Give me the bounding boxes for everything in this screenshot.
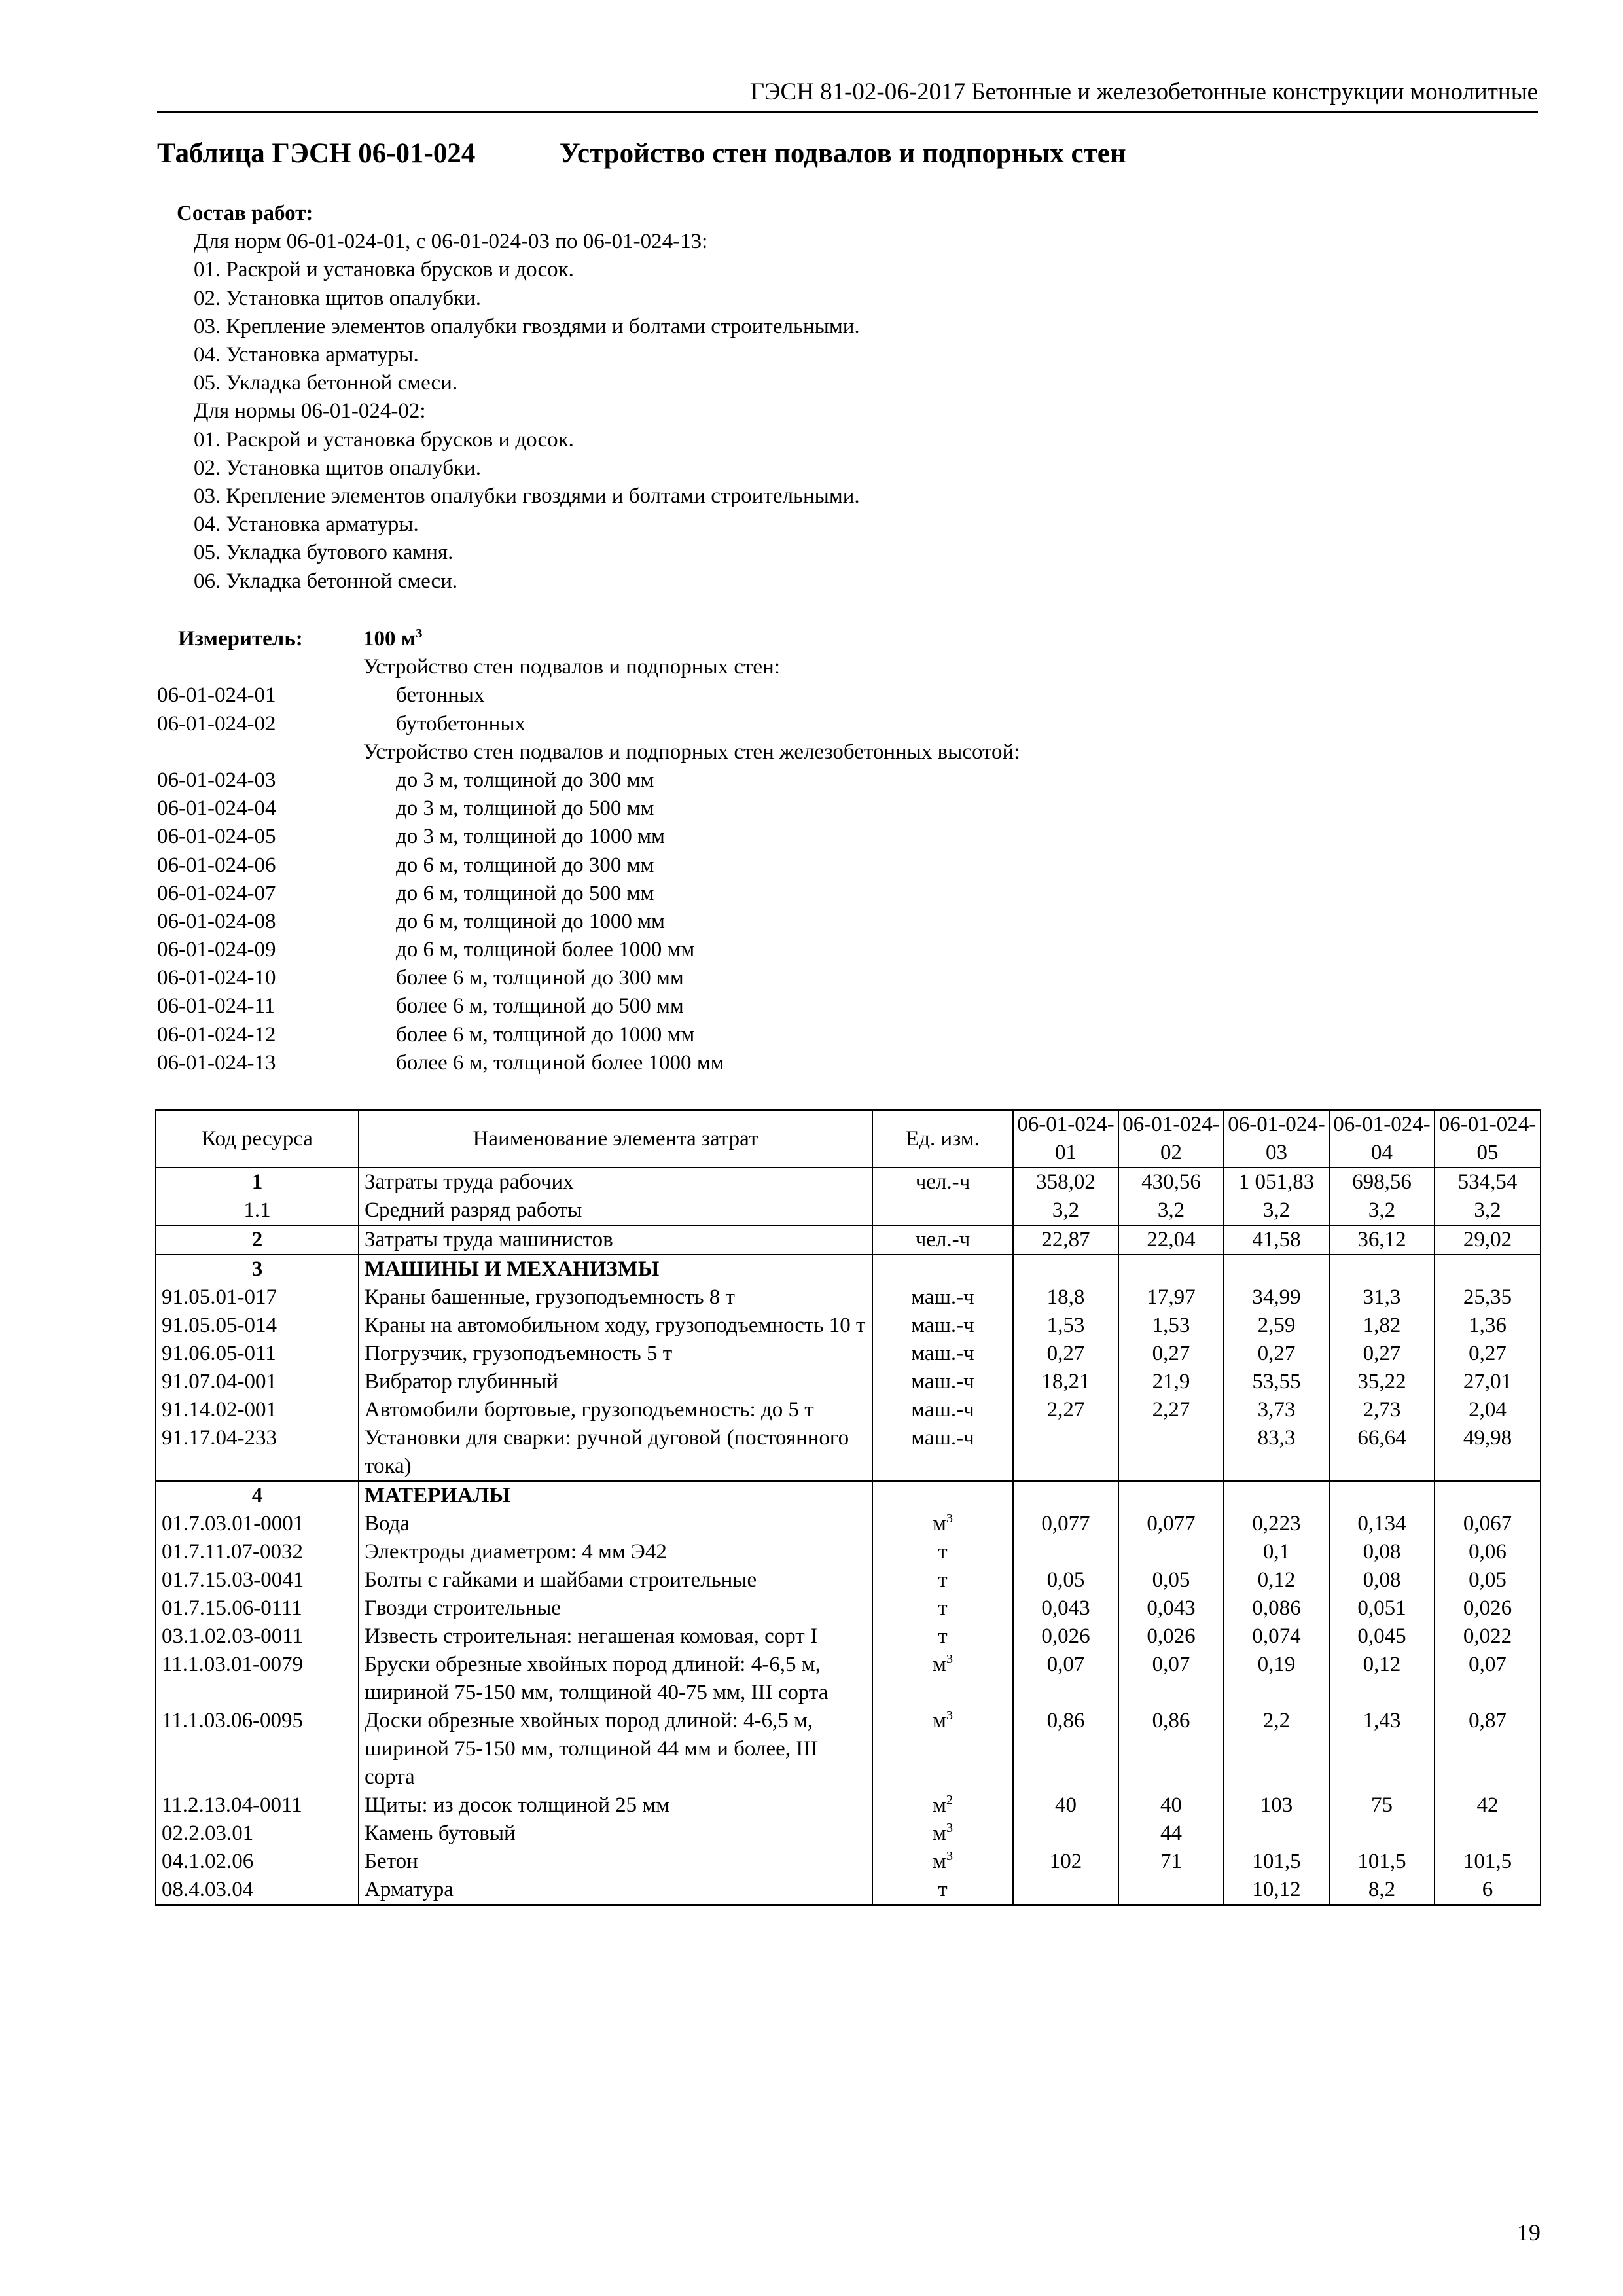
table-header-row (156, 1110, 1541, 1168)
table-row (156, 1820, 1541, 1848)
resource-name: Погрузчик, грузоподъемность 5 т (359, 1340, 872, 1368)
norm-value: 18,8 (1013, 1283, 1118, 1312)
norm-value (1013, 1255, 1118, 1283)
resource-unit: т (872, 1538, 1013, 1566)
table-name: Устройство стен подвалов и подпорных стен (560, 138, 1126, 169)
resource-code: 11.1.03.06-0095 (156, 1707, 359, 1791)
resource-code: 04.1.02.06 (156, 1848, 359, 1876)
norm-value: 75 (1329, 1791, 1435, 1820)
norm-value (1013, 1538, 1118, 1566)
norm-value: 17,97 (1118, 1283, 1224, 1312)
norm-value: 49,98 (1435, 1424, 1541, 1481)
norm-value: 0,27 (1118, 1340, 1224, 1368)
column-header: Наименование элемента затрат (359, 1110, 872, 1168)
resource-code: 11.2.13.04-0011 (156, 1791, 359, 1820)
norm-value: 3,73 (1224, 1396, 1329, 1424)
norm-description: до 6 м, толщиной более 1000 мм (396, 938, 695, 962)
resource-code: 01.7.11.07-0032 (156, 1538, 359, 1566)
norm-value: 1,53 (1118, 1312, 1224, 1340)
resource-unit: маш.-ч (872, 1312, 1013, 1340)
norm-value: 22,04 (1118, 1225, 1224, 1255)
norm-value: 0,026 (1118, 1623, 1224, 1651)
table-row (156, 1196, 1541, 1225)
norm-value: 0,086 (1224, 1594, 1329, 1623)
norm-value: 0,27 (1224, 1340, 1329, 1368)
norm-value: 10,12 (1224, 1876, 1329, 1905)
work-composition-line: 02. Установка щитов опалубки. (194, 456, 481, 480)
table-row (156, 1255, 1541, 1283)
column-header: 06-01-024-04 (1329, 1110, 1435, 1168)
norm-code: 06-01-024-02 (157, 711, 276, 736)
norm-value: 0,86 (1013, 1707, 1118, 1791)
norm-value: 0,022 (1435, 1623, 1541, 1651)
norm-value (1013, 1424, 1118, 1481)
resource-unit: т (872, 1623, 1013, 1651)
resource-name: Бетон (359, 1848, 872, 1876)
resource-name: Средний разряд работы (359, 1196, 872, 1225)
norm-value: 0,07 (1118, 1651, 1224, 1707)
norm-value (1329, 1820, 1435, 1848)
resource-unit: $м^3$ (872, 1651, 1013, 1707)
resource-unit: т (872, 1566, 1013, 1594)
resource-name: Болты с гайками и шайбами строительные (359, 1566, 872, 1594)
work-composition-line: 04. Установка арматуры. (194, 343, 419, 367)
table-title (157, 137, 1126, 170)
norm-value: 3,2 (1435, 1196, 1541, 1225)
work-composition-line: Для нормы 06-01-024-02: (194, 399, 426, 423)
measure-unit: 100 $м^3$ (363, 626, 423, 651)
resource-unit: $м^3$ (872, 1848, 1013, 1876)
resource-unit: $м^2$ (872, 1791, 1013, 1820)
work-composition-line: 05. Укладка бетонной смеси. (194, 371, 458, 395)
resource-name: Бруски обрезные хвойных пород длиной: 4-6,5 м, шириной 75-150 мм, толщиной 40-75 мм, III сорта (359, 1651, 872, 1707)
resource-code: 91.07.04-001 (156, 1368, 359, 1396)
norm-value (1013, 1876, 1118, 1905)
norm-value: 0,27 (1329, 1340, 1435, 1368)
norm-value: 103 (1224, 1791, 1329, 1820)
norm-value: 0,043 (1118, 1594, 1224, 1623)
norm-value (1118, 1876, 1224, 1905)
resource-code: 3 (156, 1255, 359, 1283)
column-header: Код ресурса (156, 1110, 359, 1168)
norm-value: 40 (1118, 1791, 1224, 1820)
resource-code: 02.2.03.01 (156, 1820, 359, 1848)
resource-name: Камень бутовый (359, 1820, 872, 1848)
table-row (156, 1566, 1541, 1594)
norm-value (1329, 1255, 1435, 1283)
norm-code: 06-01-024-04 (157, 797, 276, 821)
norm-description: более 6 м, толщиной до 1000 мм (396, 1022, 695, 1047)
norm-value: 2,2 (1224, 1707, 1329, 1791)
norm-value: 534,54 (1435, 1168, 1541, 1196)
norm-value: 0,223 (1224, 1510, 1329, 1538)
norm-value: 2,27 (1118, 1396, 1224, 1424)
norm-description: до 3 м, толщиной до 300 мм (396, 768, 654, 792)
work-composition-line: 01. Раскрой и установка брусков и досок. (194, 427, 574, 452)
norm-value: 2,59 (1224, 1312, 1329, 1340)
norm-description: до 3 м, толщиной до 1000 мм (396, 825, 665, 849)
table-row (156, 1283, 1541, 1312)
norm-value: 3,2 (1329, 1196, 1435, 1225)
work-composition-line: 02. Установка щитов опалубки. (194, 286, 481, 310)
norm-value: 2,73 (1329, 1396, 1435, 1424)
resource-unit: т (872, 1876, 1013, 1905)
norm-value: 1,36 (1435, 1312, 1541, 1340)
resource-name: Затраты труда рабочих (359, 1168, 872, 1196)
norm-value: 2,27 (1013, 1396, 1118, 1424)
norm-value: 101,5 (1435, 1848, 1541, 1876)
norm-value: 1 051,83 (1224, 1168, 1329, 1196)
resource-name: Арматура (359, 1876, 872, 1905)
resource-code: 91.05.05-014 (156, 1312, 359, 1340)
norm-code: 06-01-024-08 (157, 909, 276, 933)
norm-value: 44 (1118, 1820, 1224, 1848)
column-header: Ед. изм. (872, 1110, 1013, 1168)
norm-code: 06-01-024-06 (157, 853, 276, 877)
norm-value: 0,12 (1224, 1566, 1329, 1594)
norm-code: 06-01-024-09 (157, 938, 276, 962)
resource-unit: $м^3$ (872, 1510, 1013, 1538)
norm-value: 8,2 (1329, 1876, 1435, 1905)
norm-description: бутобетонных (396, 711, 526, 736)
resource-name: МАТЕРИАЛЫ (359, 1481, 872, 1510)
resource-code: 91.05.01-017 (156, 1283, 359, 1312)
norm-description: до 6 м, толщиной до 500 мм (396, 881, 654, 905)
resource-unit: маш.-ч (872, 1283, 1013, 1312)
norm-value: 27,01 (1435, 1368, 1541, 1396)
table-row (156, 1651, 1541, 1707)
norm-description: бетонных (396, 683, 485, 708)
resource-unit: маш.-ч (872, 1340, 1013, 1368)
norm-value: 83,3 (1224, 1424, 1329, 1481)
work-composition-line: Для норм 06-01-024-01, с 06-01-024-03 по 06-01-024-13: (194, 230, 708, 254)
norm-description: до 3 м, толщиной до 500 мм (396, 797, 654, 821)
column-header: 06-01-024-01 (1013, 1110, 1118, 1168)
norm-value: 0,05 (1118, 1566, 1224, 1594)
work-composition-line: 03. Крепление элементов опалубки гвоздями и болтами строительными. (194, 484, 860, 509)
norm-value: 3,2 (1224, 1196, 1329, 1225)
work-composition-line: 05. Укладка бутового камня. (194, 541, 454, 565)
table-row (156, 1623, 1541, 1651)
resource-name: Краны на автомобильном ходу, грузоподъемность 10 т (359, 1312, 872, 1340)
norm-value: 0,08 (1329, 1566, 1435, 1594)
norm-value: 0,043 (1013, 1594, 1118, 1623)
table-row (156, 1225, 1541, 1255)
resource-unit: т (872, 1594, 1013, 1623)
table-row (156, 1538, 1541, 1566)
norm-value: 101,5 (1224, 1848, 1329, 1876)
work-composition (177, 200, 860, 596)
norm-value: 0,026 (1013, 1623, 1118, 1651)
resource-code: 01.7.03.01-0001 (156, 1510, 359, 1538)
norm-value: 0,19 (1224, 1651, 1329, 1707)
measure-group-2: Устройство стен подвалов и подпорных стен железобетонных высотой: (363, 740, 1020, 764)
norm-value: 6 (1435, 1876, 1541, 1905)
table-number: Таблица ГЭСН 06-01-024 (157, 138, 476, 169)
norm-value (1118, 1481, 1224, 1510)
norm-value (1118, 1538, 1224, 1566)
column-header: 06-01-024-05 (1435, 1110, 1541, 1168)
norm-value: 35,22 (1329, 1368, 1435, 1396)
table-row (156, 1168, 1541, 1196)
resource-name: Доски обрезные хвойных пород длиной: 4-6,5 м, шириной 75-150 мм, толщиной 44 мм и более, III сорта (359, 1707, 872, 1791)
norm-value: 1,53 (1013, 1312, 1118, 1340)
resource-name: Установки для сварки: ручной дуговой (постоянного тока) (359, 1424, 872, 1481)
norm-value: 40 (1013, 1791, 1118, 1820)
norm-value: 0,045 (1329, 1623, 1435, 1651)
table-row (156, 1368, 1541, 1396)
norm-description: более 6 м, толщиной более 1000 мм (396, 1050, 724, 1075)
work-composition-heading: Состав работ: (177, 202, 313, 225)
norm-value: 3,2 (1118, 1196, 1224, 1225)
norm-value: 102 (1013, 1848, 1118, 1876)
norm-value (1224, 1481, 1329, 1510)
running-header: ГЭСН 81-02-06-2017 Бетонные и железобетонные конструкции монолитные (157, 73, 1538, 113)
norm-value: 41,58 (1224, 1225, 1329, 1255)
table-row (156, 1510, 1541, 1538)
resource-name: Щиты: из досок толщиной 25 мм (359, 1791, 872, 1820)
norm-value: 3,2 (1013, 1196, 1118, 1225)
resource-code: 1.1 (156, 1196, 359, 1225)
resource-name: Гвозди строительные (359, 1594, 872, 1623)
resource-code: 03.1.02.03-0011 (156, 1623, 359, 1651)
norm-value: 0,07 (1435, 1651, 1541, 1707)
resource-unit (872, 1481, 1013, 1510)
resource-table (155, 1109, 1541, 1906)
norm-code: 06-01-024-03 (157, 768, 276, 792)
resource-unit: маш.-ч (872, 1424, 1013, 1481)
norm-value: 1,82 (1329, 1312, 1435, 1340)
norm-value (1435, 1255, 1541, 1283)
norm-value: 0,08 (1329, 1538, 1435, 1566)
work-composition-line: 01. Раскрой и установка брусков и досок. (194, 258, 574, 282)
norm-value: 698,56 (1329, 1168, 1435, 1196)
work-composition-line: 06. Укладка бетонной смеси. (194, 569, 458, 593)
resource-name: Известь строительная: негашеная комовая, сорт I (359, 1623, 872, 1651)
work-composition-line: 03. Крепление элементов опалубки гвоздями и болтами строительными. (194, 314, 860, 338)
resource-name: Автомобили бортовые, грузоподъемность: до 5 т (359, 1396, 872, 1424)
norm-description: более 6 м, толщиной до 500 мм (396, 994, 684, 1018)
resource-name: МАШИНЫ И МЕХАНИЗМЫ (359, 1255, 872, 1283)
resource-unit (872, 1255, 1013, 1283)
norm-description: до 6 м, толщиной до 300 мм (396, 853, 654, 877)
table-row (156, 1481, 1541, 1510)
resource-code: 91.06.05-011 (156, 1340, 359, 1368)
norm-value: 36,12 (1329, 1225, 1435, 1255)
norm-value: 2,04 (1435, 1396, 1541, 1424)
resource-unit: маш.-ч (872, 1368, 1013, 1396)
norm-code: 06-01-024-13 (157, 1050, 276, 1075)
norm-value: 0,07 (1013, 1651, 1118, 1707)
resource-name: Вода (359, 1510, 872, 1538)
norm-value (1013, 1820, 1118, 1848)
resource-name: Затраты труда машинистов (359, 1225, 872, 1255)
norm-value: 42 (1435, 1791, 1541, 1820)
resource-code: 2 (156, 1225, 359, 1255)
norm-code: 06-01-024-05 (157, 825, 276, 849)
norm-value (1118, 1255, 1224, 1283)
norm-value (1013, 1481, 1118, 1510)
resource-unit: $м^3$ (872, 1820, 1013, 1848)
norm-code: 06-01-024-12 (157, 1022, 276, 1047)
norm-description: до 6 м, толщиной до 1000 мм (396, 909, 665, 933)
norm-code: 06-01-024-10 (157, 966, 276, 990)
norm-value: 0,05 (1435, 1566, 1541, 1594)
norm-value (1435, 1820, 1541, 1848)
norm-value: 0,27 (1013, 1340, 1118, 1368)
norm-value: 53,55 (1224, 1368, 1329, 1396)
norm-value: 430,56 (1118, 1168, 1224, 1196)
norm-value: 31,3 (1329, 1283, 1435, 1312)
norm-value: 0,134 (1329, 1510, 1435, 1538)
table-row (156, 1707, 1541, 1791)
table-row (156, 1424, 1541, 1481)
table-row (156, 1594, 1541, 1623)
measure-label: Измеритель: (178, 627, 303, 651)
norm-value: 21,9 (1118, 1368, 1224, 1396)
norm-value: 358,02 (1013, 1168, 1118, 1196)
norm-value: 71 (1118, 1848, 1224, 1876)
norm-value: 0,1 (1224, 1538, 1329, 1566)
column-header: 06-01-024-02 (1118, 1110, 1224, 1168)
resource-name: Краны башенные, грузоподъемность 8 т (359, 1283, 872, 1312)
norm-value: 34,99 (1224, 1283, 1329, 1312)
norm-value: 22,87 (1013, 1225, 1118, 1255)
norm-description: более 6 м, толщиной до 300 мм (396, 966, 684, 990)
table-row (156, 1340, 1541, 1368)
resource-name: Электроды диаметром: 4 мм Э42 (359, 1538, 872, 1566)
norm-value: 0,077 (1118, 1510, 1224, 1538)
measure-group-1: Устройство стен подвалов и подпорных стен: (363, 655, 780, 679)
resource-unit: чел.-ч (872, 1168, 1013, 1196)
resource-code: 11.1.03.01-0079 (156, 1651, 359, 1707)
norm-value: 1,43 (1329, 1707, 1435, 1791)
norm-code: 06-01-024-07 (157, 881, 276, 905)
resource-code: 4 (156, 1481, 359, 1510)
norm-value: 0,86 (1118, 1707, 1224, 1791)
norm-value: 18,21 (1013, 1368, 1118, 1396)
table-row (156, 1791, 1541, 1820)
table-row (156, 1396, 1541, 1424)
resource-code: 08.4.03.04 (156, 1876, 359, 1905)
resource-unit: $м^3$ (872, 1707, 1013, 1791)
resource-unit: маш.-ч (872, 1396, 1013, 1424)
norm-value: 25,35 (1435, 1283, 1541, 1312)
resource-unit (872, 1196, 1013, 1225)
resource-code: 91.17.04-233 (156, 1424, 359, 1481)
column-header: 06-01-024-03 (1224, 1110, 1329, 1168)
resource-code: 01.7.15.03-0041 (156, 1566, 359, 1594)
norm-value: 0,026 (1435, 1594, 1541, 1623)
norm-value (1224, 1255, 1329, 1283)
norm-value: 0,074 (1224, 1623, 1329, 1651)
norm-value (1435, 1481, 1541, 1510)
norm-value: 0,077 (1013, 1510, 1118, 1538)
norm-value: 101,5 (1329, 1848, 1435, 1876)
resource-unit: чел.-ч (872, 1225, 1013, 1255)
table-row (156, 1848, 1541, 1876)
norm-value: 0,27 (1435, 1340, 1541, 1368)
norm-value: 0,067 (1435, 1510, 1541, 1538)
resource-code: 91.14.02-001 (156, 1396, 359, 1424)
norm-value: 0,87 (1435, 1707, 1541, 1791)
resource-name: Вибратор глубинный (359, 1368, 872, 1396)
norm-value (1329, 1481, 1435, 1510)
norm-value: 66,64 (1329, 1424, 1435, 1481)
norm-code: 06-01-024-01 (157, 683, 276, 708)
resource-code: 01.7.15.06-0111 (156, 1594, 359, 1623)
norm-value: 0,05 (1013, 1566, 1118, 1594)
norm-value: 0,06 (1435, 1538, 1541, 1566)
table-row (156, 1312, 1541, 1340)
norm-value (1118, 1424, 1224, 1481)
norm-value (1224, 1820, 1329, 1848)
norm-value: 0,051 (1329, 1594, 1435, 1623)
table-row (156, 1876, 1541, 1905)
work-composition-line: 04. Установка арматуры. (194, 512, 419, 537)
resource-code: 1 (156, 1168, 359, 1196)
norm-value: 29,02 (1435, 1225, 1541, 1255)
norm-code: 06-01-024-11 (157, 994, 276, 1018)
page-number: 19 (1517, 2219, 1541, 2246)
norm-value: 0,12 (1329, 1651, 1435, 1707)
